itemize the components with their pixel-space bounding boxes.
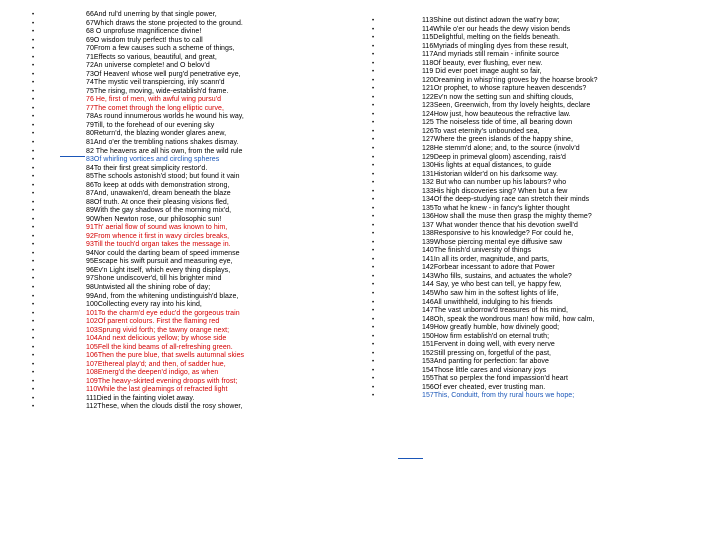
bullet-icon: • <box>372 282 375 289</box>
poem-line <box>32 190 362 199</box>
poem-line <box>372 367 702 376</box>
line-text: 118Of beauty, ever flushing, ever new. <box>422 59 543 67</box>
bullet-icon: • <box>32 165 35 172</box>
left-column <box>32 11 362 412</box>
line-text: 76 He, first of men, with awful wing pursu'd <box>86 96 222 104</box>
bullet-icon: • <box>372 145 375 152</box>
line-text: 90When Newton rose, our philosophic sun! <box>86 215 222 223</box>
bullet-icon: • <box>32 336 35 343</box>
line-text: 72An universe complete! and O belov'd <box>86 62 210 70</box>
poem-line <box>372 188 702 197</box>
line-text: 149How greatly humble, how divinely good; <box>422 324 560 332</box>
line-text: 93Till the touch'd organ takes the message in. <box>86 241 231 249</box>
line-text: 116Myriads of mingling dyes from these result, <box>422 42 569 50</box>
poem-line <box>372 128 702 137</box>
line-text: 124How just, how beauteous the refractive law. <box>422 110 571 118</box>
bullet-icon: • <box>32 259 35 266</box>
line-text: 99And, from the whitening undistinguish'd blaze, <box>86 292 239 300</box>
bullet-icon: • <box>32 293 35 300</box>
bullet-icon: • <box>372 222 375 229</box>
line-text: 117And myriads still remain - infinite source <box>422 51 560 59</box>
poem-line <box>372 51 702 60</box>
bullet-icon: • <box>372 43 375 50</box>
poem-line <box>372 119 702 128</box>
bullet-icon: • <box>32 378 35 385</box>
line-text: 86To keep at odds with demonstration strong, <box>86 181 230 189</box>
line-text: 142Forbear incessant to adore that Power <box>422 264 555 272</box>
bullet-icon: • <box>372 265 375 272</box>
poem-line <box>32 386 362 395</box>
bullet-icon: • <box>372 188 375 195</box>
line-text: 111Died in the fainting violet away. <box>86 394 195 402</box>
bullet-icon: • <box>32 12 35 18</box>
bullet-icon: • <box>32 404 35 411</box>
line-text: 148Oh, speak the wondrous man! how mild, how calm, <box>422 315 595 323</box>
line-text: 121Or prophet, to whose rapture heaven descends? <box>422 85 587 93</box>
line-text: 141In all its order, magnitude, and parts, <box>422 255 550 263</box>
line-text: 145Who saw him in the softest lights of life, <box>422 290 559 297</box>
line-text: 89With the gay shadows of the morning mix'd, <box>86 207 232 215</box>
bullet-icon: • <box>372 180 375 187</box>
bullet-icon: • <box>32 233 35 240</box>
bullet-icon: • <box>372 94 375 101</box>
bullet-icon: • <box>32 344 35 351</box>
line-text: 73Of Heaven! whose well purg'd penetrative eye, <box>86 70 241 78</box>
poem-line <box>32 258 362 267</box>
line-text: 107Ethereal play'd; and then, of sadder hue, <box>86 360 226 368</box>
bullet-icon: • <box>32 122 35 129</box>
bullet-icon: • <box>32 353 35 360</box>
poem-line <box>32 335 362 344</box>
line-text: 139Whose piercing mental eye diffusive saw <box>422 238 563 246</box>
poem-line <box>372 213 702 222</box>
poem-line <box>372 17 702 26</box>
line-text: 131Historian wilder'd on his darksome way. <box>422 170 558 178</box>
bullet-icon: • <box>372 86 375 93</box>
bullet-icon: • <box>32 250 35 257</box>
bullet-icon: • <box>372 316 375 323</box>
bullet-icon: • <box>372 154 375 161</box>
poem-line <box>32 361 362 370</box>
poem-line <box>32 182 362 191</box>
poem-line <box>372 34 702 43</box>
bullet-icon: • <box>32 105 35 112</box>
poem-line <box>32 122 362 131</box>
poem-line <box>32 327 362 336</box>
poem-line <box>32 105 362 114</box>
bullet-icon: • <box>32 216 35 223</box>
poem-line <box>372 264 702 273</box>
poem-line <box>372 154 702 163</box>
poem-line <box>372 205 702 214</box>
poem-line <box>32 233 362 242</box>
poem-line <box>372 222 702 231</box>
bullet-icon: • <box>32 267 35 274</box>
line-text: 88Of truth. At once their pleasing visions fled, <box>86 198 229 206</box>
line-text: 71Effects so various, beautiful, and great, <box>86 53 217 61</box>
poem-line <box>32 344 362 353</box>
poem-line <box>372 384 702 393</box>
bullet-icon: • <box>32 148 35 155</box>
line-text: 95Escape his swift pursuit and measuring eye, <box>86 258 233 266</box>
bullet-icon: • <box>32 29 35 36</box>
poem-line <box>372 60 702 69</box>
poem-line <box>372 281 702 290</box>
poem-line <box>32 318 362 327</box>
line-text: 135To what he knew - in fancy's lighter thought <box>422 204 570 212</box>
poem-line <box>32 352 362 361</box>
line-text: 153And panting for perfection: far above <box>422 358 549 366</box>
poem-line <box>372 171 702 180</box>
bullet-icon: • <box>372 163 375 170</box>
poem-line <box>32 216 362 225</box>
bullet-icon: • <box>32 63 35 70</box>
poem-line <box>32 54 362 63</box>
line-text: 70From a few causes such a scheme of things, <box>86 45 235 53</box>
line-text: 155That so perplex the fond impassion'd heart <box>422 375 569 383</box>
line-text: 137 What wonder thence that his devotion swell'd <box>422 221 578 229</box>
bullet-icon: • <box>372 350 375 357</box>
line-text: 136How shall the muse then grasp the mighty theme? <box>422 213 592 221</box>
bullet-icon: • <box>32 370 35 377</box>
bullet-icon: • <box>372 60 375 67</box>
line-text: 108Emerg'd the deepen'd indigo, as when <box>86 369 219 377</box>
bullet-icon: • <box>32 327 35 334</box>
bullet-icon: • <box>372 359 375 366</box>
poem-line <box>372 43 702 52</box>
poem-line <box>372 324 702 333</box>
poem-line <box>32 395 362 404</box>
line-text: 157This, Conduitt, from thy rural hours we hope; <box>422 392 575 400</box>
line-text: 69O wisdom truly perfect! thus to call <box>86 36 203 44</box>
bullet-icon: • <box>372 197 375 204</box>
line-text: 81And o'er the trembling nations shakes dismay. <box>86 138 239 146</box>
bullet-icon: • <box>372 299 375 306</box>
poem-line <box>372 179 702 188</box>
line-text: 67Which draws the stone projected to the ground. <box>86 19 243 27</box>
poem-line <box>32 11 362 20</box>
bullet-icon: • <box>372 214 375 221</box>
line-text: 126To vast eternity's unbounded sea, <box>422 127 540 135</box>
poem-line <box>372 102 702 111</box>
poem-line <box>372 392 702 401</box>
bullet-icon: • <box>372 26 375 33</box>
line-text: 110While the last gleamings of refracted light <box>86 386 228 394</box>
poem-line <box>372 196 702 205</box>
line-text: 91Th' aerial flow of sound was known to him, <box>86 224 228 232</box>
bullet-icon: • <box>372 384 375 391</box>
line-text: 80Return'd, the blazing wonder glares anew, <box>86 130 227 138</box>
poem-line <box>32 156 362 165</box>
poem-line <box>32 71 362 80</box>
line-text: 83Of whirling vortices and circling spheres <box>86 156 220 164</box>
poem-line <box>32 301 362 310</box>
bullet-icon: • <box>372 325 375 332</box>
line-text: 120Dreaming in whisp'ring groves by the hoarse brook? <box>422 76 598 84</box>
line-text: 85The schools astonish'd stood; but found it vain <box>86 173 240 181</box>
poem-line <box>372 333 702 342</box>
poem-line <box>372 94 702 103</box>
poem-line <box>32 130 362 139</box>
left-highlight-marker <box>60 156 85 157</box>
line-text: 66And rul'd unerring by that single power, <box>86 11 217 18</box>
poem-line <box>372 85 702 94</box>
bullet-icon: • <box>372 128 375 135</box>
poem-line <box>372 256 702 265</box>
bullet-icon: • <box>32 139 35 146</box>
line-text: 98Untwisted all the shining robe of day; <box>86 284 211 291</box>
poem-line <box>32 293 362 302</box>
bullet-icon: • <box>372 231 375 238</box>
bullet-icon: • <box>372 52 375 59</box>
poem-line <box>32 79 362 88</box>
poem-line <box>32 250 362 259</box>
line-text: 152Still pressing on, forgetful of the past, <box>422 349 552 357</box>
bullet-icon: • <box>32 310 35 317</box>
bullet-icon: • <box>32 361 35 368</box>
bullet-icon: • <box>372 291 375 297</box>
line-text: 114While o'er our heads the dewy vision bends <box>422 25 571 33</box>
bullet-icon: • <box>32 191 35 198</box>
bullet-icon: • <box>32 97 35 104</box>
line-text: 125 The noiseless tide of time, all bearing down <box>422 119 573 127</box>
line-text: 132 But who can number up his labours? who <box>422 179 567 187</box>
line-text: 105Fell the kind beams of all-refreshing green. <box>86 343 233 351</box>
line-text: 68 O unprofuse magnificence divine! <box>86 28 202 36</box>
poem-line <box>32 199 362 208</box>
bullet-icon: • <box>32 387 35 394</box>
line-text: 140The finish'd university of things <box>422 247 531 255</box>
line-text: 109The heavy-skirted evening droops with frost; <box>86 377 238 385</box>
bullet-icon: • <box>32 302 35 309</box>
bullet-icon: • <box>372 273 375 280</box>
line-text: 77The comet through the long elliptic curve, <box>86 104 224 112</box>
poem-line <box>372 290 702 299</box>
line-text: 113Shine out distinct adown the wat'ry bow; <box>422 17 560 24</box>
poem-line <box>372 239 702 248</box>
right-highlight-marker <box>398 458 423 459</box>
bullet-icon: • <box>32 285 35 291</box>
poem-line <box>372 307 702 316</box>
bullet-icon: • <box>372 308 375 315</box>
bullet-icon: • <box>32 182 35 189</box>
poem-line <box>372 247 702 256</box>
bullet-icon: • <box>372 69 375 76</box>
line-text: 101To the charm'd eye educ'd the gorgeous train <box>86 309 240 317</box>
line-text: 151Fervent in doing well, with every nerve <box>422 341 555 349</box>
line-text: 133His high discoveries sing? When but a few <box>422 187 568 195</box>
poem-line <box>372 230 702 239</box>
line-text: 138Responsive to his knowledge? For could he, <box>422 230 574 238</box>
poem-line <box>372 316 702 325</box>
poem-line <box>32 37 362 46</box>
bullet-icon: • <box>372 171 375 178</box>
poem-line <box>372 26 702 35</box>
line-text: 156Of ever cheated, ever trusting man. <box>422 383 546 391</box>
bullet-icon: • <box>32 37 35 44</box>
poem-line <box>372 136 702 145</box>
bullet-icon: • <box>32 88 35 95</box>
line-text: 134Of the deep-studying race can stretch their minds <box>422 196 590 204</box>
bullet-icon: • <box>372 35 375 42</box>
bullet-icon: • <box>372 111 375 118</box>
line-text: 112These, when the clouds distil the rosy shower, <box>86 403 243 411</box>
bullet-icon: • <box>372 120 375 127</box>
line-text: 87And, unawaken'd, dream beneath the blaze <box>86 190 231 198</box>
line-text: 123Seen, Greenwich, from thy lovely heights, declare <box>422 102 591 110</box>
poem-line <box>32 275 362 284</box>
bullet-icon: • <box>32 208 35 215</box>
right-column <box>372 17 702 401</box>
poem-line <box>372 375 702 384</box>
bullet-icon: • <box>32 54 35 61</box>
bullet-icon: • <box>32 80 35 87</box>
bullet-icon: • <box>372 256 375 263</box>
bullet-icon: • <box>372 137 375 144</box>
line-text: 79Till, to the forehead of our evening sky <box>86 121 215 129</box>
line-text: 128He stemm'd alone; and, to the source (involv'd <box>422 144 580 152</box>
poem-line <box>32 139 362 148</box>
bullet-icon: • <box>32 20 35 27</box>
bullet-icon: • <box>32 157 35 164</box>
bullet-icon: • <box>32 71 35 78</box>
poem-line <box>32 20 362 29</box>
poem-line <box>32 284 362 293</box>
poem-line <box>32 62 362 71</box>
line-text: 122Ev'n now the setting sun and shifting clouds, <box>422 93 574 101</box>
poem-line <box>32 88 362 97</box>
line-text: 74The mystic veil transpiercing, inly scann'd <box>86 79 225 87</box>
bullet-icon: • <box>372 77 375 84</box>
bullet-icon: • <box>32 242 35 249</box>
line-text: 82 The heavens are all his own, from the wild rule <box>86 147 243 155</box>
line-text: 146All unwithheld, indulging to his friends <box>422 298 553 306</box>
poem-line <box>32 403 362 412</box>
bullet-icon: • <box>372 248 375 255</box>
bullet-icon: • <box>32 174 35 181</box>
line-text: 104And next delicious yellow; by whose side <box>86 335 227 343</box>
line-text: 115Delightful, melting on the fields beneath. <box>422 34 560 42</box>
line-text: 94Nor could the darting beam of speed immense <box>86 249 240 257</box>
poem-line <box>32 224 362 233</box>
poem-line <box>32 96 362 105</box>
line-text: 92From whence it first in wavy circles breaks, <box>86 232 230 240</box>
line-text: 130His lights at equal distances, to guide <box>422 162 552 170</box>
poem-line <box>32 369 362 378</box>
bullet-icon: • <box>32 114 35 121</box>
bullet-icon: • <box>32 225 35 232</box>
line-text: 75The rising, moving, wide-establish'd frame. <box>86 87 229 95</box>
line-text: 106Then the pure blue, that swells autumnal skies <box>86 352 245 360</box>
line-text: 97Shone undiscover'd, till his brighter mind <box>86 275 222 283</box>
bullet-icon: • <box>32 395 35 402</box>
poem-line <box>32 173 362 182</box>
poem-line <box>372 341 702 350</box>
line-text: 102Of parent colours. First the flaming red <box>86 318 220 326</box>
line-text: 78As round innumerous worlds he wound his way, <box>86 113 244 121</box>
poem-line <box>32 45 362 54</box>
bullet-icon: • <box>372 367 375 374</box>
line-text: 103Sprung vivid forth; the tawny orange next; <box>86 326 230 334</box>
line-text: 154Those little cares and visionary joys <box>422 366 547 374</box>
poem-line <box>32 28 362 37</box>
line-text: 150How firm establish'd on eternal truth; <box>422 332 550 340</box>
poem-line <box>372 145 702 154</box>
line-text: 100Collecting every ray into his kind, <box>86 301 202 309</box>
poem-line <box>32 378 362 387</box>
poem-line <box>32 165 362 174</box>
line-text: 147The vast unborrow'd treasures of his mind, <box>422 307 568 315</box>
bullet-icon: • <box>372 333 375 340</box>
line-text: 127Where the green islands of the happy shine, <box>422 136 573 144</box>
poem-line <box>32 241 362 250</box>
bullet-icon: • <box>372 103 375 110</box>
bullet-icon: • <box>372 376 375 383</box>
poem-line <box>372 77 702 86</box>
poem-line <box>32 207 362 216</box>
bullet-icon: • <box>372 393 375 400</box>
poem-line <box>372 358 702 367</box>
bullet-icon: • <box>372 342 375 349</box>
bullet-icon: • <box>32 46 35 53</box>
poem-line <box>372 162 702 171</box>
poem-line <box>372 68 702 77</box>
poem-line <box>372 111 702 120</box>
poem-line <box>32 113 362 122</box>
bullet-icon: • <box>32 319 35 326</box>
poem-line <box>372 299 702 308</box>
line-text: 84To their first great simplicity restor'd. <box>86 164 208 172</box>
line-text: 143Who fills, sustains, and actuates the whole? <box>422 272 572 280</box>
bullet-icon: • <box>372 18 375 24</box>
bullet-icon: • <box>32 199 35 206</box>
bullet-icon: • <box>372 205 375 212</box>
line-text: 119 Did ever poet image aught so fair, <box>422 68 542 76</box>
bullet-icon: • <box>32 276 35 283</box>
bullet-icon: • <box>372 239 375 246</box>
line-text: 129Deep in primeval gloom) ascending, rais'd <box>422 153 567 161</box>
poem-line <box>32 267 362 276</box>
poem-line <box>372 273 702 282</box>
bullet-icon: • <box>32 131 35 138</box>
poem-line <box>32 148 362 157</box>
poem-line <box>372 350 702 359</box>
poem-line <box>32 310 362 319</box>
line-text: 96Ev'n Light itself, which every thing displays, <box>86 266 231 274</box>
line-text: 144 Say, ye who best can tell, ye happy few, <box>422 281 562 289</box>
